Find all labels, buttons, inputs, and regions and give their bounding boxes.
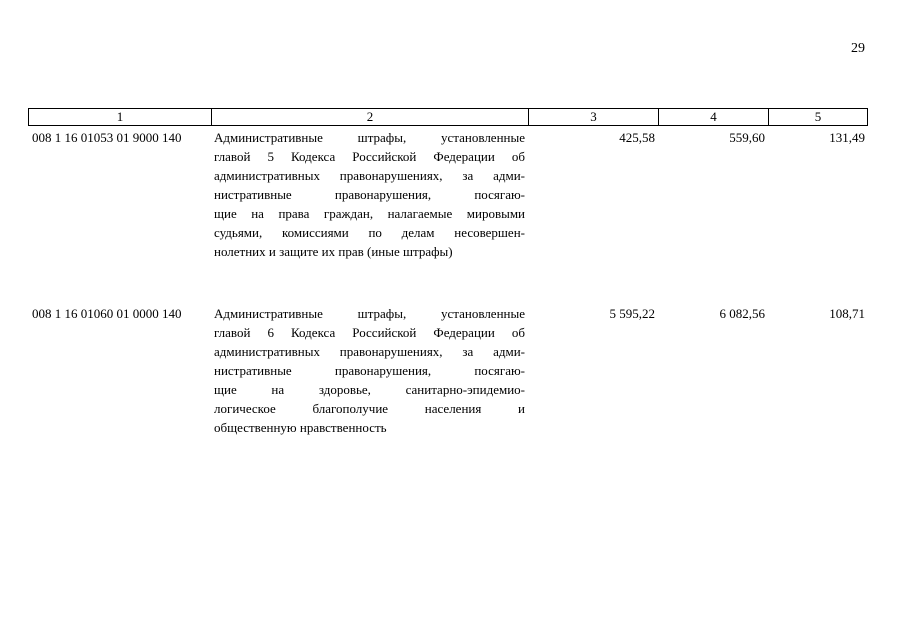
description-line: Административные штрафы, установленные	[214, 306, 525, 321]
header-col-5: 5	[814, 109, 822, 124]
row-value-col-5: 108,71	[829, 306, 865, 321]
row-description	[214, 128, 525, 261]
row-value-col-3: 425,58	[619, 130, 655, 145]
row-value-col-4: 559,60	[729, 130, 765, 145]
description-line: административных правонарушениях, за адми-	[214, 344, 525, 359]
description-line: главой 6 Кодекса Российской Федерации об	[214, 325, 525, 340]
header-col-4: 4	[659, 109, 769, 125]
row-description	[214, 304, 525, 437]
row-value-col-5: 131,49	[829, 130, 865, 145]
description-line: общественную нравственность	[214, 420, 387, 435]
row-code: 008 1 16 01053 01 9000 140	[32, 130, 182, 145]
description-line: нолетних и защите их прав (иные штрафы)	[214, 244, 453, 259]
description-line: логическое благополучие населения и	[214, 401, 525, 416]
description-line: щие на здоровье, санитарно-эпидемио-	[214, 382, 525, 397]
row-value-col-4: 6 082,56	[719, 306, 765, 321]
description-line: щие на права граждан, налагаемые мировыми	[214, 206, 525, 221]
description-line: Административные штрафы, установленные	[214, 130, 525, 145]
header-col-2: 2	[212, 109, 529, 125]
header-col-1: 1	[29, 109, 212, 125]
description-line: административных правонарушениях, за адми-	[214, 168, 525, 183]
row-value-col-3: 5 595,22	[609, 306, 655, 321]
page-number: 29	[851, 41, 865, 56]
description-line: судьями, комиссиями по делам несовершен-	[214, 225, 525, 240]
row-code: 008 1 16 01060 01 0000 140	[32, 306, 182, 321]
description-line: главой 5 Кодекса Российской Федерации об	[214, 149, 525, 164]
header-col-3: 3	[529, 109, 659, 125]
description-line: нистративные правонарушения, посягаю-	[214, 363, 525, 378]
table-header	[28, 108, 868, 126]
description-line: нистративные правонарушения, посягаю-	[214, 187, 525, 202]
